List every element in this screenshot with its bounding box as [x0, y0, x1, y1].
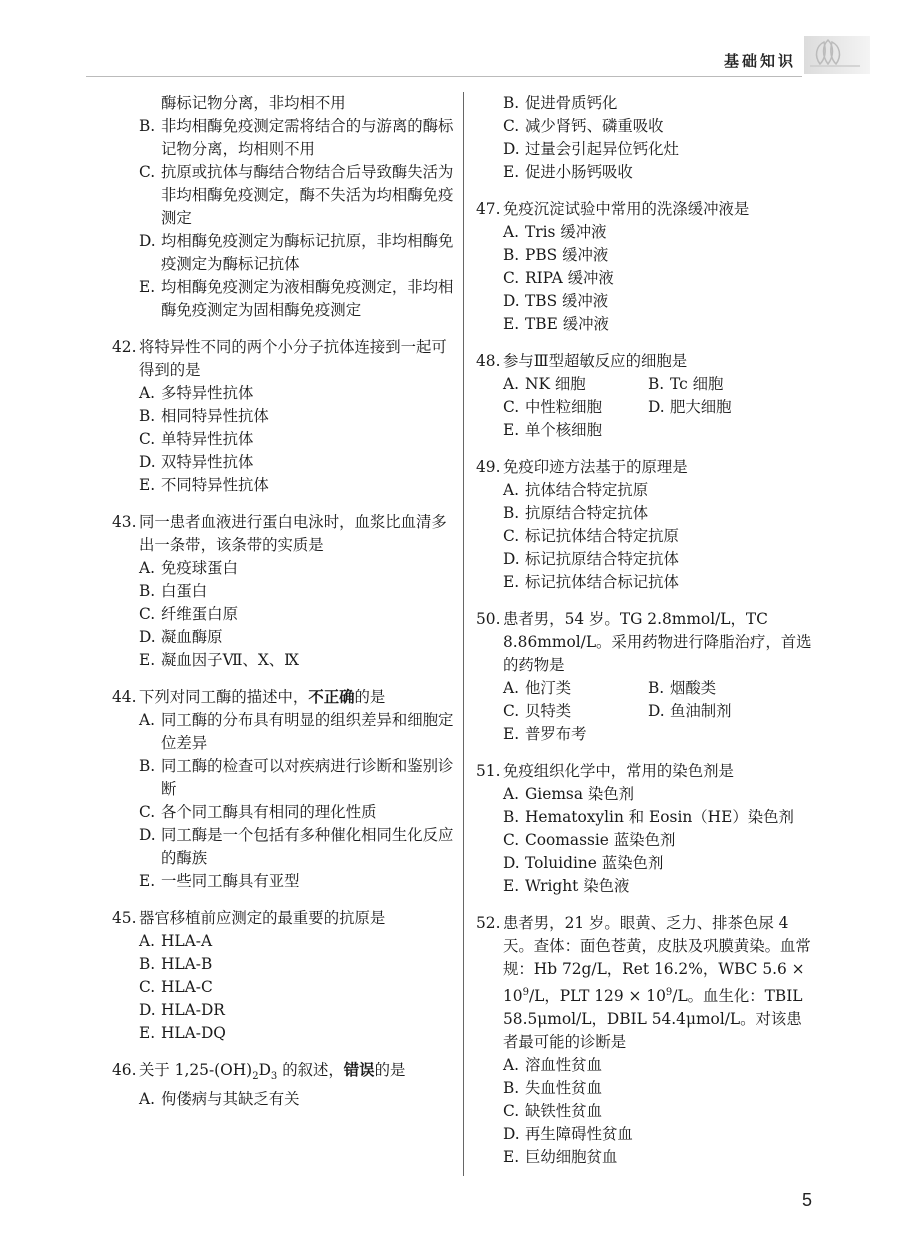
left-column	[112, 92, 457, 1125]
option-text: 溶血性贫血	[525, 1056, 602, 1075]
question-text	[139, 686, 457, 709]
option-letter: E.	[139, 872, 156, 890]
question-text	[503, 912, 814, 1054]
option-a	[139, 557, 457, 580]
option-letter: C.	[139, 605, 156, 623]
option-d	[139, 230, 457, 276]
option-e	[139, 276, 457, 322]
running-header-title: 基础知识	[723, 52, 796, 70]
question-stem	[476, 760, 814, 783]
option-letter: C.	[503, 269, 520, 287]
option-d	[139, 626, 457, 649]
option-text: HLA-C	[161, 978, 213, 996]
option-text: 单特异性抗体	[161, 430, 254, 448]
question-48	[476, 350, 814, 442]
question-43	[112, 511, 457, 672]
option-c	[139, 976, 457, 999]
option-letter: B.	[648, 679, 665, 697]
option-letter: A.	[503, 375, 520, 393]
subscript: 3	[270, 1071, 278, 1083]
option-text: 同工酶的分布具有明显的组织差异和细胞定位差异	[161, 711, 454, 752]
question-45	[112, 907, 457, 1045]
option-c	[139, 603, 457, 626]
option-letter: B.	[503, 94, 520, 112]
option-text: 失血性贫血	[525, 1079, 602, 1098]
option-text: 过量会引起异位钙化灶	[525, 140, 679, 158]
option-letter: A.	[139, 711, 156, 729]
subscript: 2	[252, 1071, 259, 1083]
option-letter: B.	[139, 117, 156, 135]
option-letter: B.	[139, 582, 156, 600]
option-row	[503, 700, 814, 723]
option-text: 标记抗体结合特定抗原	[525, 527, 679, 545]
option-letter: C.	[503, 117, 520, 135]
option-d	[503, 548, 814, 571]
question-number: 50.	[476, 610, 501, 628]
option-letter: E.	[139, 651, 156, 669]
option-c	[503, 700, 648, 723]
option-d	[503, 852, 814, 875]
option-e	[139, 474, 457, 497]
option-letter: B.	[503, 1079, 520, 1098]
option-a	[503, 373, 648, 396]
option-letter: C.	[503, 831, 520, 849]
option-text: 不同特异性抗体	[161, 476, 269, 494]
option-d	[139, 999, 457, 1022]
option-text: 一些同工酶具有亚型	[161, 872, 300, 890]
question-stem	[112, 1059, 457, 1088]
option-b	[139, 115, 457, 161]
option-text: 均相酶免疫测定为酶标记抗原，非均相酶免疫测定为酶标记抗体	[161, 232, 454, 273]
question-number: 51.	[476, 762, 501, 780]
option-text: 标记抗体结合标记抗体	[525, 573, 679, 591]
stem-part: 的是	[374, 1061, 406, 1079]
option-letter: E.	[503, 725, 520, 743]
question-number: 45.	[112, 909, 137, 927]
question-stem	[112, 907, 457, 930]
option-d	[139, 824, 457, 870]
option-b	[648, 677, 793, 700]
option-e	[503, 1146, 814, 1169]
option-letter: A.	[503, 679, 520, 697]
option-text: 凝血因子Ⅶ、Ⅹ、Ⅸ	[161, 651, 300, 669]
stem-part: 下列对同工酶的描述中，	[139, 688, 309, 706]
question-stem	[112, 336, 457, 382]
question-44	[112, 686, 457, 893]
option-d	[503, 290, 814, 313]
option-d	[648, 396, 793, 419]
option-text: 缺铁性贫血	[525, 1102, 602, 1121]
option-text: 相同特异性抗体	[161, 407, 269, 425]
option-e	[503, 161, 814, 184]
option-letter: D.	[139, 453, 156, 471]
option-c	[139, 801, 457, 824]
option-letter: A.	[139, 559, 156, 577]
option-a	[139, 709, 457, 755]
option-a	[139, 1088, 457, 1111]
option-e	[503, 313, 814, 336]
option-letter: D.	[648, 398, 665, 416]
question-text: 器官移植前应测定的最重要的抗原是	[139, 909, 386, 927]
option-letter: D.	[503, 1125, 520, 1144]
option-text: Toluidine 蓝染色剂	[525, 854, 664, 872]
option-a	[503, 677, 648, 700]
option-letter: A.	[503, 1056, 520, 1075]
option-e	[139, 1022, 457, 1045]
option-letter: D.	[139, 232, 156, 250]
option-row	[503, 373, 814, 396]
stem-emphasis: 不正确	[308, 688, 355, 706]
superscript: 9	[522, 987, 529, 998]
option-letter: B.	[139, 407, 156, 425]
question-50	[476, 608, 814, 746]
option-text: 普罗布考	[525, 725, 587, 743]
option-text: 抗原结合特定抗体	[525, 504, 649, 522]
option-e	[139, 870, 457, 893]
option-letter: E.	[503, 315, 520, 333]
option-letter: E.	[503, 421, 520, 439]
question-51	[476, 760, 814, 898]
option-letter: D.	[503, 292, 520, 310]
option-text: Wright 染色液	[525, 877, 630, 895]
option-letter: A.	[139, 384, 156, 402]
option-text: RIPA 缓冲液	[525, 269, 614, 287]
option-text: 巨幼细胞贫血	[525, 1148, 618, 1167]
superscript: 9	[665, 987, 673, 998]
question-number: 47.	[476, 200, 501, 218]
option-text: 再生障碍性贫血	[525, 1125, 633, 1144]
question-stem	[476, 350, 814, 373]
option-text: 单个核细胞	[525, 421, 602, 439]
question-41-continued	[112, 92, 457, 322]
option-letter: C.	[503, 398, 520, 416]
stem-part: D	[258, 1061, 271, 1079]
option-c	[139, 428, 457, 451]
option-d	[648, 700, 793, 723]
question-42	[112, 336, 457, 497]
continued-option-text: 酶标记物分离，非均相不用	[161, 94, 346, 112]
option-text: 促进骨质钙化	[525, 94, 618, 112]
option-text: 贝特类	[525, 702, 572, 720]
option-text: Hematoxylin 和 Eosin（HE）染色剂	[525, 808, 794, 826]
option-b	[503, 502, 814, 525]
option-letter: B.	[503, 808, 520, 826]
stem-part: /L。血生化：TBIL 58.5μmol/L，DBIL 54.4μmol/L。对该患者最可能的诊断是	[503, 987, 803, 1052]
lotus-logo-icon	[800, 30, 870, 74]
question-49	[476, 456, 814, 594]
option-letter: C.	[139, 163, 156, 181]
option-b	[648, 373, 793, 396]
option-text: PBS 缓冲液	[525, 246, 609, 264]
option-text: HLA-DQ	[161, 1024, 226, 1042]
option-letter: B.	[139, 757, 156, 775]
option-text: 凝血酶原	[161, 628, 223, 646]
option-c	[503, 829, 814, 852]
option-letter: E.	[139, 1024, 156, 1042]
option-text: TBE 缓冲液	[525, 315, 609, 333]
option-text: 鱼油制剂	[670, 702, 732, 720]
option-letter: A.	[139, 932, 156, 950]
option-letter: C.	[139, 430, 156, 448]
option-text: 标记抗原结合特定抗体	[525, 550, 679, 568]
option-c	[139, 161, 457, 230]
option-a	[503, 221, 814, 244]
stem-part: 患者男，21 岁。眼黄、乏力、排茶色尿 4 天。查体：面色苍黄，皮肤及巩膜黄染。血常规：Hb 72g/L，Ret 16.2%，WBC 5.6 × 10	[503, 914, 811, 1006]
option-a	[503, 479, 814, 502]
option-e	[503, 571, 814, 594]
option-text: 肥大细胞	[670, 398, 732, 416]
option-b	[503, 1077, 814, 1100]
question-text: 同一患者血液进行蛋白电泳时，血浆比血清多出一条带，该条带的实质是	[139, 513, 447, 554]
option-text: 非均相酶免疫测定需将结合的与游离的酶标记物分离，均相则不用	[161, 117, 454, 158]
option-row	[503, 396, 814, 419]
stem-part: /L，PLT 129 × 10	[528, 987, 666, 1006]
option-c	[503, 115, 814, 138]
option-text: 双特异性抗体	[161, 453, 254, 471]
option-text: 多特异性抗体	[161, 384, 254, 402]
option-letter: D.	[139, 826, 156, 844]
option-letter: E.	[139, 476, 156, 494]
question-text: 患者男，54 岁。TG 2.8mmol/L，TC 8.86mmol/L。采用药物进行降脂治疗，首选的药物是	[503, 610, 812, 674]
option-text: HLA-A	[161, 932, 213, 950]
stem-part: 关于 1,25-(OH)	[139, 1061, 253, 1079]
option-text: 他汀类	[525, 679, 572, 697]
page-number: 5	[802, 1190, 813, 1210]
stem-emphasis: 错误	[343, 1061, 375, 1079]
question-text: 将特异性不同的两个小分子抗体连接到一起可得到的是	[139, 338, 447, 379]
option-letter: E.	[503, 1148, 520, 1167]
header-rule	[86, 76, 802, 77]
option-letter: E.	[139, 278, 156, 296]
option-letter: D.	[503, 854, 520, 872]
question-stem	[112, 511, 457, 557]
option-text: Tris 缓冲液	[525, 223, 607, 241]
option-letter: C.	[139, 803, 156, 821]
option-b	[139, 580, 457, 603]
question-text: 参与Ⅲ型超敏反应的细胞是	[503, 352, 688, 370]
question-47	[476, 198, 814, 336]
question-number: 49.	[476, 458, 501, 476]
question-number: 44.	[112, 688, 137, 706]
option-text: Giemsa 染色剂	[525, 785, 635, 803]
option-text: 白蛋白	[161, 582, 208, 600]
question-number: 42.	[112, 338, 137, 356]
option-letter: C.	[503, 1102, 520, 1121]
option-letter: D.	[139, 628, 156, 646]
question-52	[476, 912, 814, 1169]
option-letter: C.	[503, 527, 520, 545]
option-letter: B.	[139, 955, 156, 973]
option-letter: E.	[503, 163, 520, 181]
question-46	[112, 1059, 457, 1111]
option-text: 纤维蛋白原	[161, 605, 238, 623]
option-a	[503, 783, 814, 806]
option-letter: C.	[139, 978, 156, 996]
option-letter: A.	[503, 785, 520, 803]
option-b	[503, 244, 814, 267]
option-text: 抗原或抗体与酶结合物结合后导致酶失活为非均相酶免疫测定，酶不失活为均相酶免疫测定	[161, 163, 454, 227]
right-column	[476, 92, 814, 1183]
stem-part: 的叙述，	[277, 1061, 344, 1079]
option-c	[503, 525, 814, 548]
question-number: 46.	[112, 1061, 137, 1079]
option-letter: B.	[503, 246, 520, 264]
option-b	[503, 92, 814, 115]
option-letter: A.	[503, 223, 520, 241]
option-letter: E.	[503, 877, 520, 895]
option-letter: D.	[648, 702, 665, 720]
question-stem	[476, 456, 814, 479]
option-letter: D.	[503, 550, 520, 568]
question-stem	[476, 198, 814, 221]
option-c	[503, 1100, 814, 1123]
option-text: HLA-DR	[161, 1001, 225, 1019]
option-d	[503, 1123, 814, 1146]
option-letter: E.	[503, 573, 520, 591]
option-b	[139, 755, 457, 801]
stem-part: 的是	[354, 688, 386, 706]
question-number: 48.	[476, 352, 501, 370]
option-letter: A.	[503, 481, 520, 499]
option-letter: B.	[503, 504, 520, 522]
option-text: 各个同工酶具有相同的理化性质	[161, 803, 377, 821]
question-stem	[476, 608, 814, 677]
option-text: HLA-B	[161, 955, 213, 973]
option-d	[503, 138, 814, 161]
option-row	[503, 677, 814, 700]
option-text: Coomassie 蓝染色剂	[525, 831, 676, 849]
option-c	[503, 267, 814, 290]
question-number: 52.	[476, 914, 501, 932]
option-a	[139, 382, 457, 405]
question-stem	[476, 912, 814, 1054]
option-text: 免疫球蛋白	[161, 559, 238, 577]
option-e	[503, 723, 814, 746]
option-letter: A.	[139, 1090, 156, 1109]
option-text: TBS 缓冲液	[525, 292, 609, 310]
option-b	[139, 405, 457, 428]
option-text: 同工酶是一个包括有多种催化相同生化反应的酶族	[161, 826, 454, 867]
question-text	[139, 1059, 457, 1088]
option-letter: B.	[648, 375, 665, 393]
column-divider	[463, 92, 464, 1176]
option-b	[139, 953, 457, 976]
option-a	[503, 1054, 814, 1077]
question-text: 免疫组织化学中，常用的染色剂是	[503, 762, 734, 780]
option-text: 促进小肠钙吸收	[525, 163, 633, 181]
option-b	[503, 806, 814, 829]
option-text: 同工酶的检查可以对疾病进行诊断和鉴别诊断	[161, 757, 454, 798]
option-letter: D.	[139, 1001, 156, 1019]
option-d	[139, 451, 457, 474]
option-text: Tc 细胞	[670, 375, 724, 393]
option-text: NK 细胞	[525, 375, 586, 393]
option-a	[139, 930, 457, 953]
option-e	[503, 875, 814, 898]
option-text: 中性粒细胞	[525, 398, 602, 416]
option-e	[503, 419, 814, 442]
question-text: 免疫印迹方法基于的原理是	[503, 458, 688, 476]
question-text: 免疫沉淀试验中常用的洗涤缓冲液是	[503, 200, 750, 218]
option-e	[139, 649, 457, 672]
option-text: 烟酸类	[670, 679, 717, 697]
question-stem	[112, 686, 457, 709]
option-text: 均相酶免疫测定为液相酶免疫测定，非均相酶免疫测定为固相酶免疫测定	[161, 278, 454, 319]
option-text: 抗体结合特定抗原	[525, 481, 649, 499]
option-c	[503, 396, 648, 419]
option-letter: D.	[503, 140, 520, 158]
question-46-continued	[476, 92, 814, 184]
option-letter: C.	[503, 702, 520, 720]
question-number: 43.	[112, 513, 137, 531]
option-text: 佝偻病与其缺乏有关	[161, 1090, 300, 1109]
option-text: 减少肾钙、磷重吸收	[525, 117, 664, 135]
